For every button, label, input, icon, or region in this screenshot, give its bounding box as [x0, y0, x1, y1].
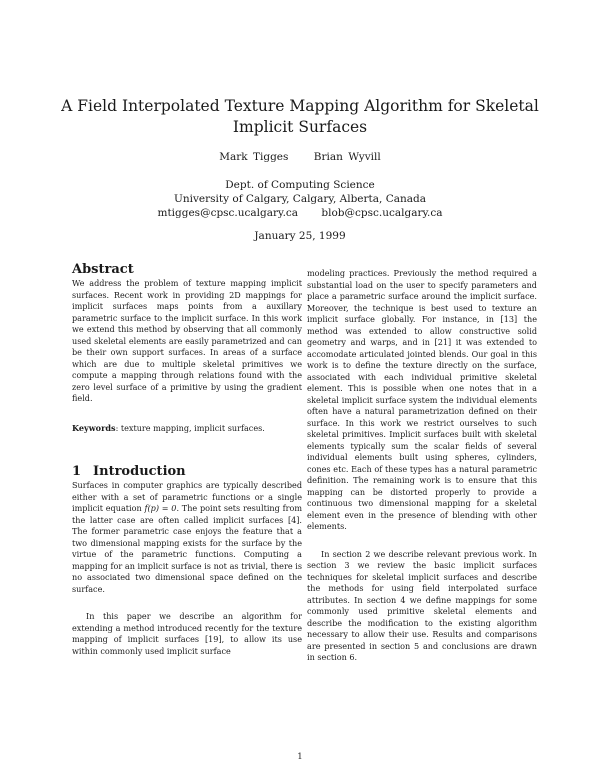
- keywords-label: Keywords: [72, 422, 116, 433]
- intro-paragraph-1: [72, 480, 302, 595]
- keywords-text: : texture mapping, implicit surfaces.: [115, 422, 265, 433]
- paper-date: January 25, 1999: [254, 230, 346, 242]
- section-title: Introduction: [93, 464, 186, 479]
- affiliation-block: [60, 178, 540, 220]
- intro-paragraph-1-start: Surfaces in computer graphics are typically described either with a set of parametric functions or a single implicit equation: [72, 480, 302, 513]
- title-line-2: Implicit Surfaces: [232, 118, 368, 136]
- intro-paragraph-2: In this paper we describe an algorithm for extending a method introduced recently for the texture mapping of implicit surfaces [19], to allow its use within commonly used implicit surface: [72, 611, 302, 656]
- author-name: Mark Tigges: [219, 151, 289, 163]
- right-column: [307, 262, 537, 664]
- affiliation-university: University of Calgary, Calgary, Alberta, Canada: [174, 193, 426, 205]
- section-number: 1: [72, 464, 82, 479]
- left-column: [72, 262, 302, 657]
- abstract-body: We address the problem of texture mapping implicit surfaces. Recent work in providing 2D mappings for implicit surfaces maps points from a auxillary parametric surface to the implicit surface. In this work we extend this method by observing that all commonly used skeletal elements are easily parametrized and can be their own support surfaces. In areas of a surface which are due to multiple skeletal primitives we compute a mapping through relations found with the zero level surface of a primitive by using the gradient field.: [72, 278, 302, 403]
- intro-paragraph-3: modeling practices. Previously the method required a substantial load on the user to specify parameters and place a parametric surface around the implicit surface. Moreover, the technique is best used to texture an implicit surface globally. For instance, in [13] the method was extended to allow constructive solid geometry and warps, and in [21] it was extended to accomodate articulated jointed blends. Our goal in this work is to define the texture directly on the surface, associated with each individual primitive skeletal element. This is possible when one notes that in a skeletal implicit surface system the individual elements often have a natural parametrization defined on their surface. In this work we restrict ourselves to such skeletal primitives. Implicit surfaces built with skeletal elements typically sum the scalar fields of several individual elements built using spheres, cylinders, cones etc. Each of these types has a natural parametric definition. The remaining work is to ensure that this mapping can be distorted properly to provide a continuous two dimensional mapping for a skeletal element even in the presence of blending with other elements.: [307, 268, 537, 531]
- abstract-heading: Abstract: [72, 262, 134, 277]
- email-list: [60, 206, 540, 220]
- keywords-line: [72, 423, 302, 435]
- intro-paragraph-1-end: . The point sets resulting from the latter case are often called implicit surfaces [4]. The former parametric case enjoys the feature that a two dimensional mapping exists for the surface by the virtue of the parametric functions. Computing a mapping for an implicit surface is not as trivial, there is no associated two dimensional space defined on the surface.: [72, 503, 302, 594]
- author-list: [60, 151, 540, 163]
- introduction-heading: [72, 464, 302, 480]
- affiliation-dept: Dept. of Computing Science: [225, 179, 375, 191]
- author-name: Brian Wyvill: [313, 151, 381, 163]
- intro-paragraph-4: In section 2 we describe relevant previous work. In section 3 we review the basic implicit surfaces techniques for skeletal implicit surfaces and describe the methods for using field interpolated surface attributes. In section 4 we define mappings for some commonly used primitive skeletal elements and describe the modification to the existing algorithm necessary to allow their use. Results and comparisons are presented in section 5 and conclusions are drawn in section 6.: [307, 548, 537, 662]
- page-number: 1: [297, 752, 303, 762]
- paper-title: [60, 96, 540, 138]
- title-line-1: A Field Interpolated Texture Mapping Algorithm for Skeletal: [61, 97, 539, 115]
- author-email: mtigges@cpsc.ucalgary.ca: [157, 207, 299, 219]
- implicit-equation: f(p) = 0: [144, 503, 177, 513]
- author-email: blob@cpsc.ucalgary.ca: [321, 207, 443, 219]
